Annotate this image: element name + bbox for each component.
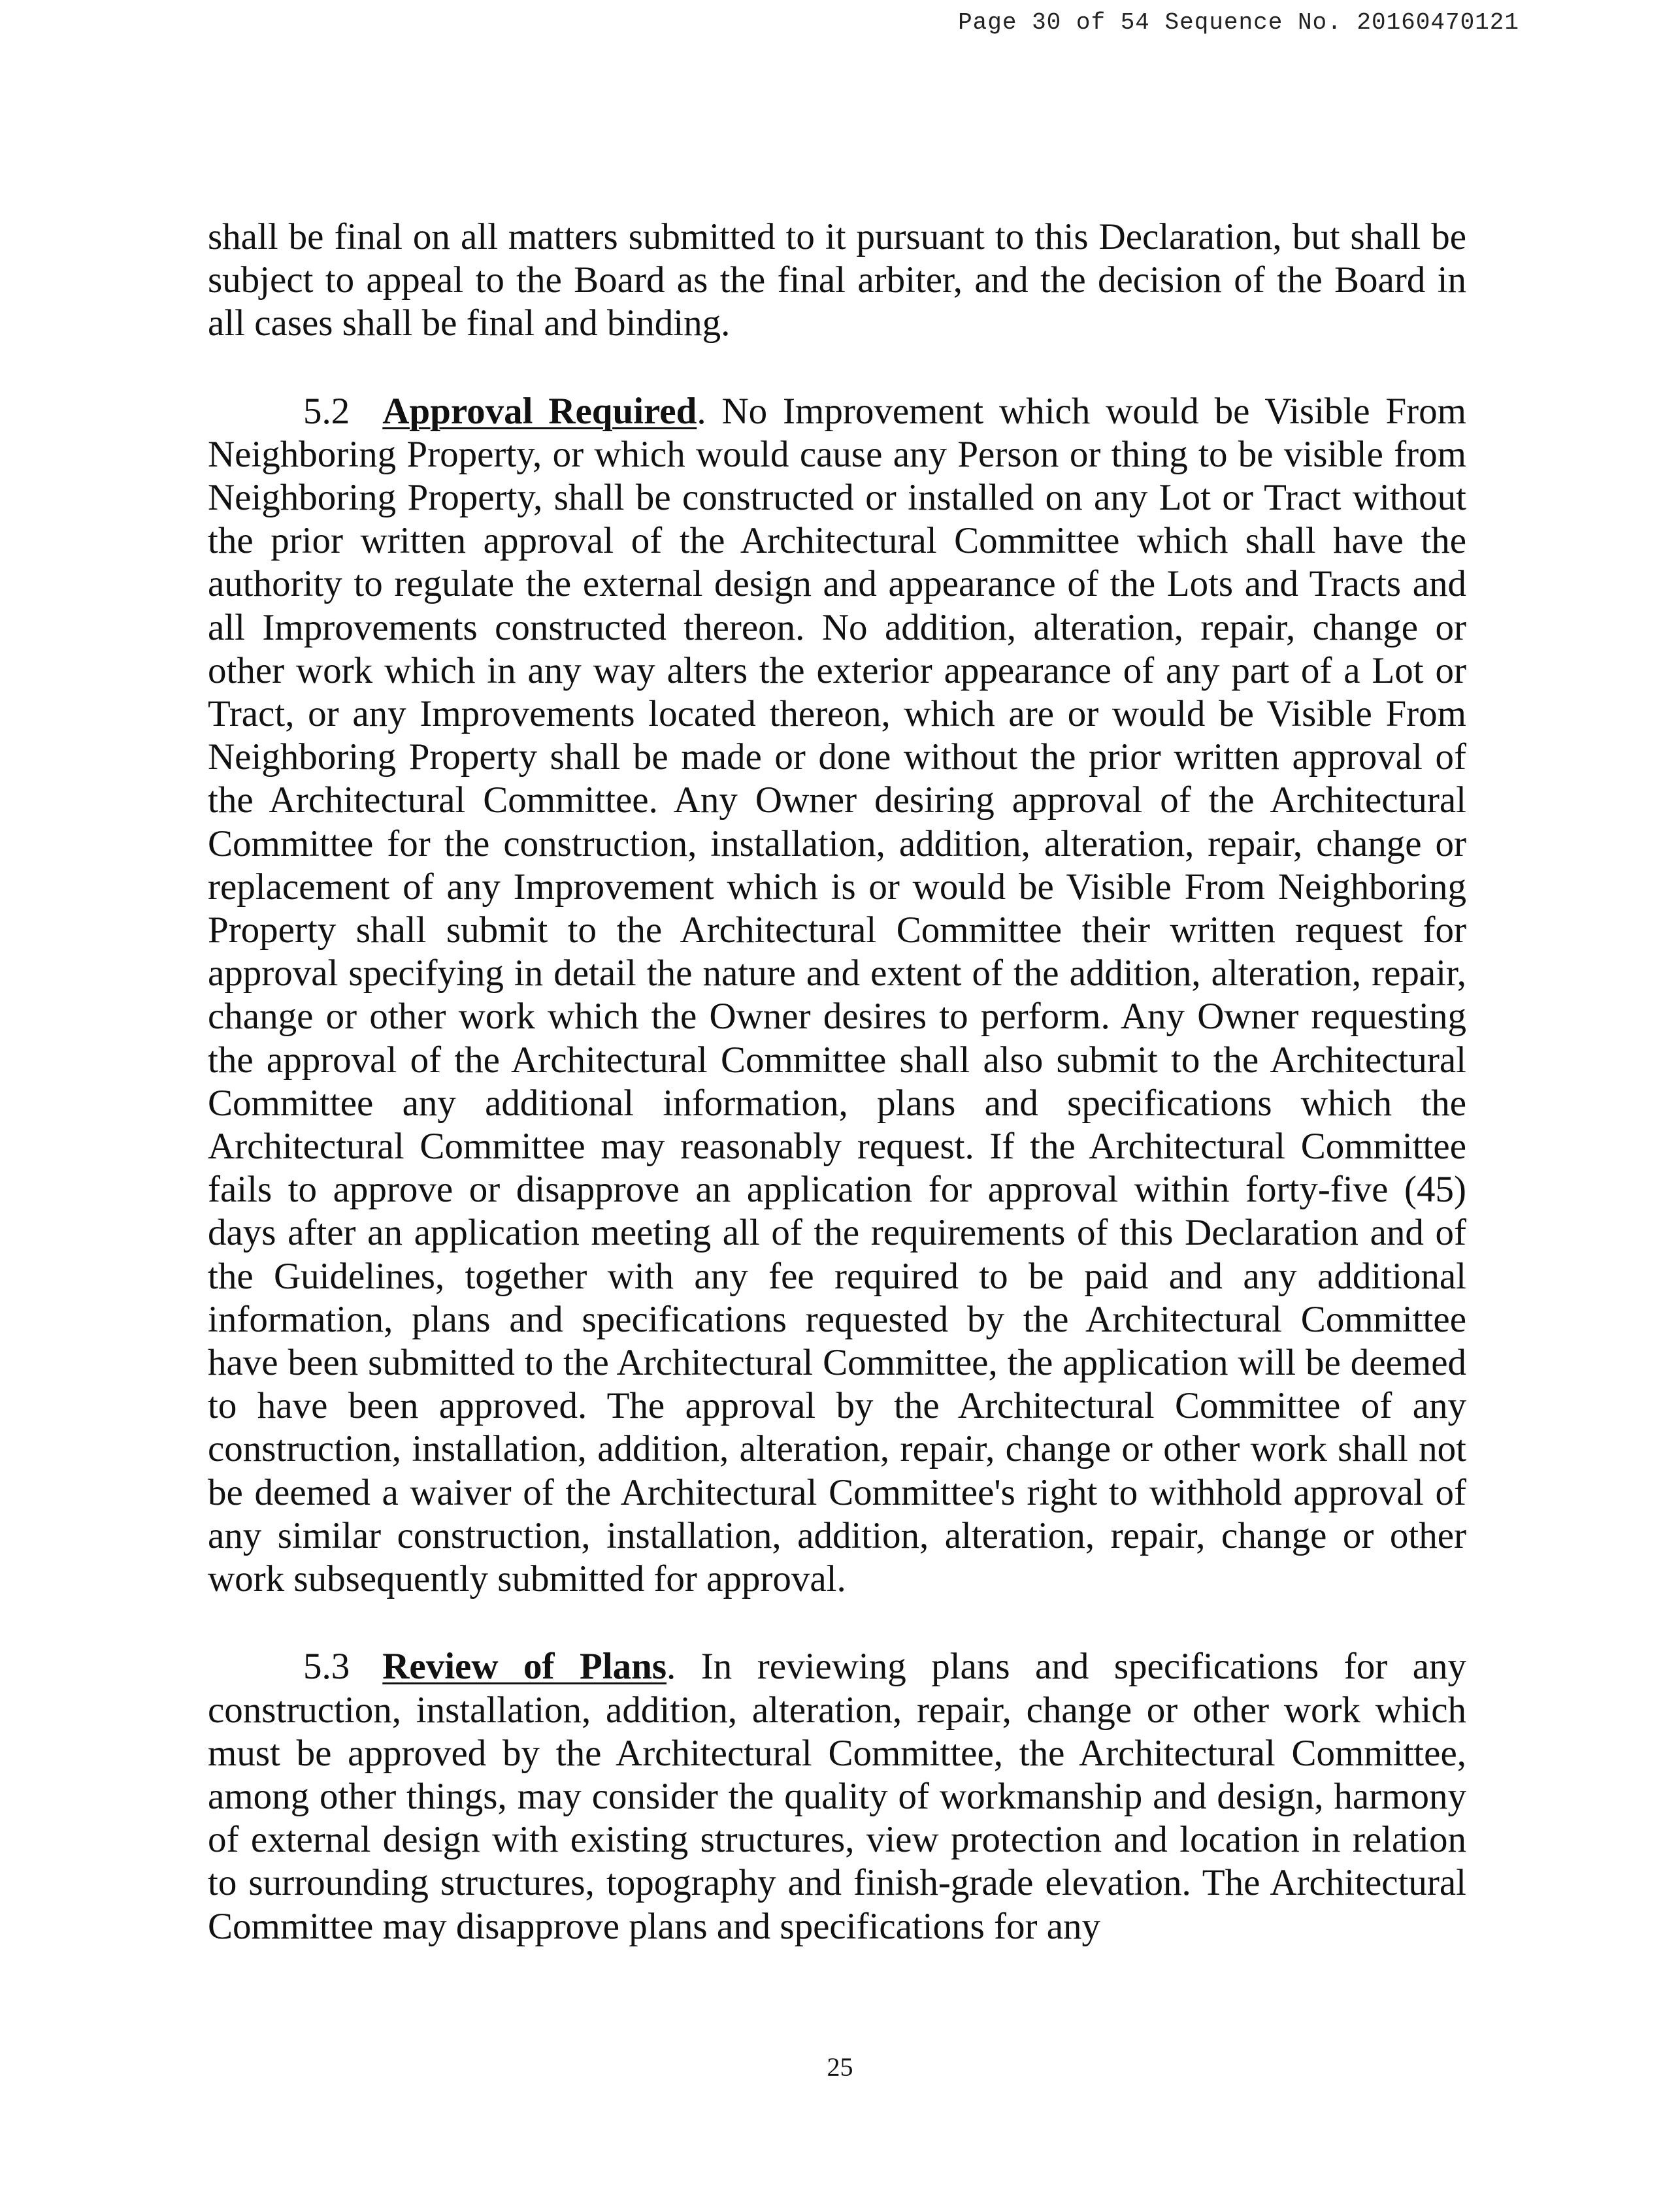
document-body <box>208 216 1466 1948</box>
section-5-3-title: Review of Plans <box>382 1646 667 1688</box>
section-5-3-title-period: . <box>667 1646 676 1688</box>
section-5-3-paragraph <box>208 1645 1466 1948</box>
page-number: 25 <box>827 2052 853 2082</box>
page-sequence-stamp: Page 30 of 54 Sequence No. 20160470121 <box>958 9 1519 36</box>
section-5-2-number: 5.2 <box>303 390 350 432</box>
section-5-3-body: In reviewing plans and specifications for any construction, installation, addition, alteration, repair, change or other work which must be approved by the Architectural Committee, the Architectural Committee, among other things, may consider the quality of workmanship and design, harmony of external design with existing structures, view protection and location in relation to surrounding structures, topography and finish-grade elevation. The Architectural Committee may disapprove plans and specifications for any <box>208 1646 1466 1947</box>
section-5-2-title: Approval Required <box>382 390 697 432</box>
section-5-2-paragraph <box>208 390 1466 1601</box>
section-5-2-title-period: . <box>697 390 706 432</box>
continuation-paragraph: shall be final on all matters submitted to it pursuant to this Declaration, but shall be subject to appeal to the Board as the final arbiter, and the decision of the Board in all cases shall be final and binding. <box>208 216 1466 344</box>
section-5-2-body: No Improvement which would be Visible From Neighboring Property, or which would cause any Person or thing to be visible from Neighboring Property, shall be constructed or installed on any Lot or Tract without the prior written approval of the Architectural Committee which shall have the authority to regulate the external design and appearance of the Lots and Tracts and all Improvements constructed thereon. No addition, alteration, repair, change or other work which in any way alters the exterior appearance of any part of a Lot or Tract, or any Improvements located thereon, which are or would be Visible From Neighboring Property shall be made or done without the prior written approval of the Architectural Committee. Any Owner desiring approval of the Architectural Committee for the construction, installation, addition, alteration, repair, change or replacement of any Improvement which is or would be Visible From Neighboring Property shall submit to the Architectural Committee their written request for approval specifying in detail the nature and extent of the addition, alteration, repair, change or other work which the Owner desires to perform. Any Owner requesting the approval of the Architectural Committee shall also submit to the Architectural Committee any additional information, plans and specifications which the Architectural Committee may reasonably request. If the Architectural Committee fails to approve or disapprove an application for approval within forty-five (45) days after an application meeting all of the requirements of this Declaration and of the Guidelines, together with any fee required to be paid and any additional information, plans and specifications requested by the Architectural Committee have been submitted to the Architectural Committee, the application will be deemed to have been approved. The approval by the Architectural Committee of any construction, installation, addition, alteration, repair, change or other work shall not be deemed a waiver of the Architectural Committee's right to withhold approval of any similar construction, installation, addition, alteration, repair, change or other work subsequently submitted for approval. <box>208 390 1466 1600</box>
section-5-3-number: 5.3 <box>303 1646 350 1688</box>
